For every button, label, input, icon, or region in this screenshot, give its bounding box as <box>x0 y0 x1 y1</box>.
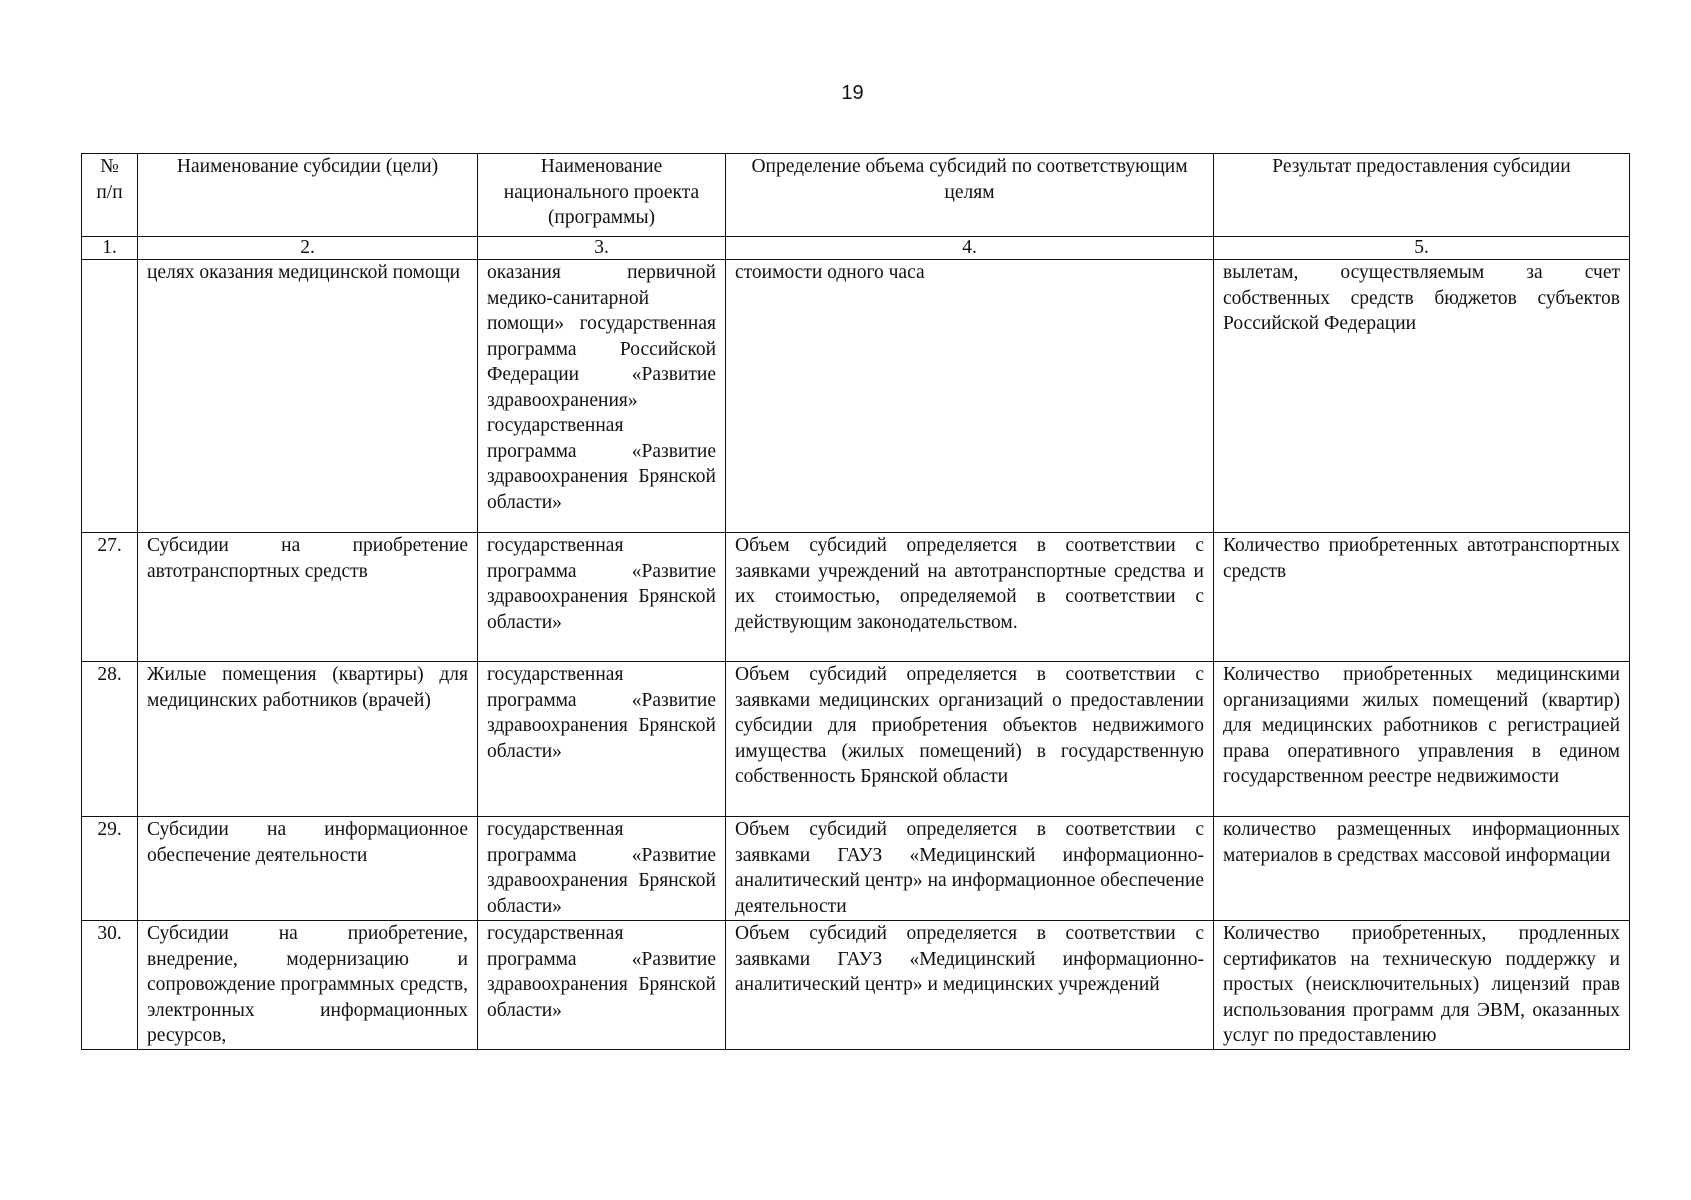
subsidy-table <box>81 153 1630 1050</box>
subsidy-name-cell: Субсидии на информационное обеспечение деятельности <box>138 817 478 921</box>
volume-cell: Объем субсидий определяется в соответствии с заявками учреждений на автотранспортные средства и их стоимостью, определяемой в соответствии с действующим законодательством. <box>726 533 1214 662</box>
result-cell: Количество приобретенных, продленных сертификатов на техническую поддержку и простых (неисключительных) лицензий прав использования программ для ЭВМ, оказанных услуг по предоставлению <box>1214 921 1630 1050</box>
row-index: 30. <box>82 921 138 1050</box>
program-cell: государственная программа «Развитие здравоохранения Брянской области» <box>478 817 726 921</box>
row-index <box>82 260 138 533</box>
table-row <box>82 817 1630 921</box>
column-number: 4. <box>726 237 1214 260</box>
header-row <box>82 154 1630 237</box>
header-national-project: Наименование национального проекта (программы) <box>478 154 726 237</box>
header-subsidy-name: Наименование субсидии (цели) <box>138 154 478 237</box>
volume-cell: Объем субсидий определяется в соответствии с заявками ГАУЗ «Медицинский информационно-аналитический центр» и медицинских учреждений <box>726 921 1214 1050</box>
volume-cell: Объем субсидий определяется в соответствии с заявками медицинских организаций о предоставлении субсидии для приобретения объектов недвижимого имущества (жилых помещений) в государственную собственность Брянской области <box>726 662 1214 817</box>
program-cell: государственная программа «Развитие здравоохранения Брянской области» <box>478 921 726 1050</box>
subsidy-name-cell: Жилые помещения (квартиры) для медицинских работников (врачей) <box>138 662 478 817</box>
column-number: 3. <box>478 237 726 260</box>
row-index: 29. <box>82 817 138 921</box>
result-cell: количество размещенных информационных материалов в средствах массовой информации <box>1214 817 1630 921</box>
volume-cell: Объем субсидий определяется в соответствии с заявками ГАУЗ «Медицинский информационно-аналитический центр» на информационное обеспечение деятельности <box>726 817 1214 921</box>
table-row <box>82 921 1630 1050</box>
subsidy-name-cell: целях оказания медицинской помощи <box>138 260 478 533</box>
row-index: 27. <box>82 533 138 662</box>
subsidy-name-cell: Субсидии на приобретение, внедрение, модернизацию и сопровождение программных средств, электронных информационных ресурсов, <box>138 921 478 1050</box>
table-row <box>82 662 1630 817</box>
program-cell: государственная программа «Развитие здравоохранения Брянской области» <box>478 533 726 662</box>
table-row <box>82 260 1630 533</box>
column-number: 5. <box>1214 237 1630 260</box>
column-number-row <box>82 237 1630 260</box>
volume-cell: стоимости одного часа <box>726 260 1214 533</box>
table-row <box>82 533 1630 662</box>
column-number: 2. <box>138 237 478 260</box>
result-cell: Количество приобретенных медицинскими организациями жилых помещений (квартир) для медицинских работников с регистрацией права оперативного управления в едином государственном реестре недвижимости <box>1214 662 1630 817</box>
result-cell: Количество приобретенных автотранспортных средств <box>1214 533 1630 662</box>
header-volume-definition: Определение объема субсидий по соответствующим целям <box>726 154 1214 237</box>
column-number: 1. <box>82 237 138 260</box>
result-cell: вылетам, осуществляемым за счет собственных средств бюджетов субъектов Российской Федерации <box>1214 260 1630 533</box>
header-index: № п/п <box>82 154 138 237</box>
program-cell: оказания первичной медико-санитарной помощи» государственная программа Российской Федерации «Развитие здравоохранения» государственная программа «Развитие здравоохранения Брянской области» <box>478 260 726 533</box>
row-index: 28. <box>82 662 138 817</box>
header-result: Результат предоставления субсидии <box>1214 154 1630 237</box>
page-number: 19 <box>841 82 864 104</box>
subsidy-name-cell: Субсидии на приобретение автотранспортных средств <box>138 533 478 662</box>
program-cell: государственная программа «Развитие здравоохранения Брянской области» <box>478 662 726 817</box>
